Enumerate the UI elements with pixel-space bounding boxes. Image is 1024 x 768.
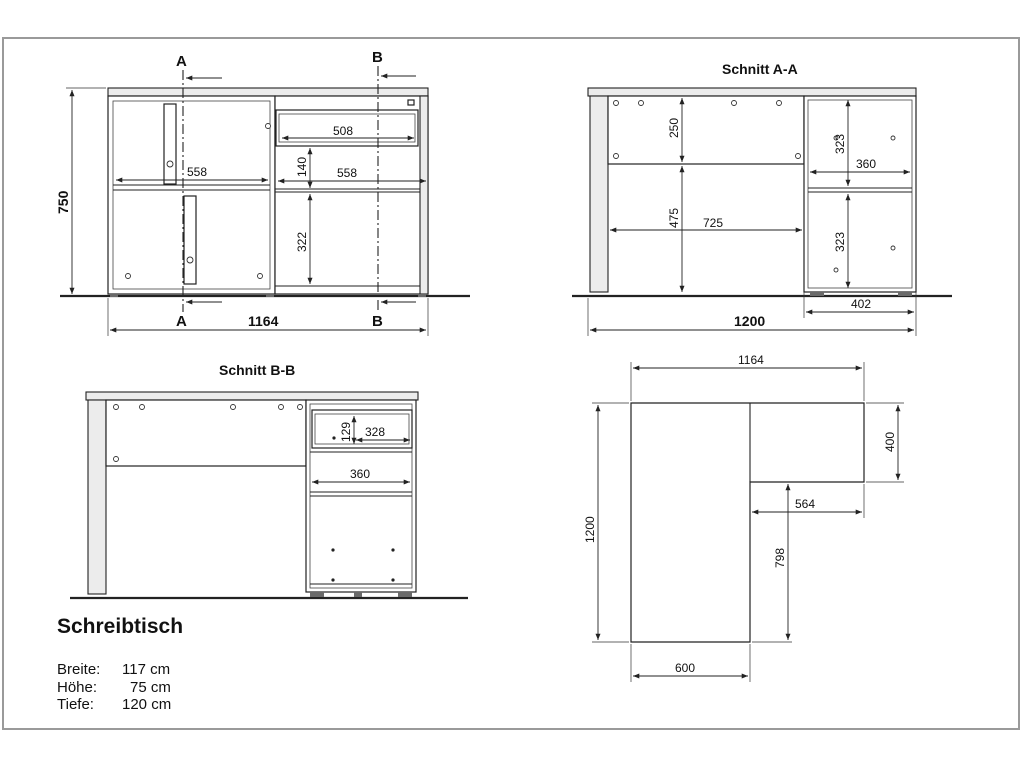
right-end-panel xyxy=(420,96,428,294)
left-shelf-width-value: 558 xyxy=(187,165,208,179)
section-bb-shelf-width-value: 360 xyxy=(350,467,371,481)
binder-upper-ring xyxy=(167,161,173,167)
section-bb-top-board xyxy=(86,392,418,400)
section-bb-foot-1 xyxy=(310,592,324,597)
left-cabinet-screw-3 xyxy=(266,124,271,129)
section-aa-hole-2 xyxy=(639,101,644,106)
spec-depth-label: Tiefe: xyxy=(57,696,94,713)
section-bb-cabinet-pin-4 xyxy=(391,578,394,581)
section-aa-cabinet-pin-3 xyxy=(834,268,838,272)
section-aa-cabinet-pin-2 xyxy=(891,136,895,140)
section-aa-cabinet xyxy=(804,96,916,292)
height-dimension-value: 750 xyxy=(55,190,71,214)
section-b-label-bottom: B xyxy=(372,313,383,330)
top-view-desk-width-value: 600 xyxy=(675,661,696,675)
section-bb-view xyxy=(70,362,468,598)
section-bb-drawer-pin xyxy=(332,436,335,439)
section-aa-upper-height-value: 250 xyxy=(667,117,681,138)
section-aa-base-width-value: 402 xyxy=(851,297,872,311)
section-aa-compartment-width-value: 360 xyxy=(856,157,877,171)
lower-opening-value: 322 xyxy=(295,231,309,252)
binder-upper xyxy=(164,104,176,184)
section-aa-lower-height-value: 475 xyxy=(667,207,681,228)
section-bb-hole-1 xyxy=(114,405,119,410)
section-aa-foot-2 xyxy=(898,292,912,296)
drawer-handle xyxy=(408,100,414,105)
section-bb-title: Schnitt B-B xyxy=(219,362,296,378)
front-view xyxy=(55,49,470,336)
section-bb-leg-panel xyxy=(88,400,106,594)
top-view-desk-outline xyxy=(631,403,864,642)
spec-width-value: 117 cm xyxy=(122,661,171,678)
section-aa-cabinet-pin-4 xyxy=(891,246,895,250)
top-view-depth-value: 1200 xyxy=(583,516,597,543)
foot-2 xyxy=(266,294,274,297)
section-bb-hole-4 xyxy=(279,405,284,410)
section-aa-hole-4 xyxy=(777,101,782,106)
section-bb-cabinet-pin-3 xyxy=(331,578,334,581)
section-bb-hole-2 xyxy=(140,405,145,410)
section-aa-hole-6 xyxy=(796,154,801,159)
section-b-label-top: B xyxy=(372,49,383,66)
width-dimension-value: 1164 xyxy=(248,313,279,329)
section-bb-back-panel xyxy=(106,400,306,466)
section-aa-hole-3 xyxy=(732,101,737,106)
section-aa-inner-width-value: 725 xyxy=(703,216,724,230)
spec-depth-value: 120 cm xyxy=(122,696,172,713)
section-bb-hole-3 xyxy=(231,405,236,410)
section-bb-foot-3 xyxy=(398,592,412,597)
product-info xyxy=(57,615,183,713)
section-a-label-top: A xyxy=(176,53,187,70)
drawer-gap-value: 140 xyxy=(295,156,309,177)
left-cabinet-screw-1 xyxy=(126,274,131,279)
section-bb-cabinet-pin-2 xyxy=(391,548,394,551)
spec-height-label: Höhe: xyxy=(57,679,98,696)
section-aa-hole-1 xyxy=(614,101,619,106)
section-bb-hole-6 xyxy=(114,457,119,462)
drawer-width-value: 508 xyxy=(333,124,354,138)
top-view-wing-length-value: 564 xyxy=(795,497,816,511)
section-aa-view xyxy=(572,61,952,336)
left-cabinet-screw-2 xyxy=(258,274,263,279)
section-bb-hole-5 xyxy=(298,405,303,410)
foot-3 xyxy=(418,294,426,297)
section-aa-title: Schnitt A-A xyxy=(722,61,798,77)
binder-lower-ring xyxy=(187,257,193,263)
section-a-label-bottom: A xyxy=(176,313,187,330)
binder-lower xyxy=(184,196,196,284)
section-bb-drawer-height-value: 129 xyxy=(339,421,353,442)
section-aa-bottom-compartment-value: 323 xyxy=(833,231,847,252)
spec-width-label: Breite: xyxy=(57,661,101,678)
section-aa-top-board xyxy=(588,88,916,96)
right-shelf-width-value: 558 xyxy=(337,166,358,180)
top-view-width-value: 1164 xyxy=(738,353,764,367)
section-aa-top-compartment-value: 323 xyxy=(833,133,847,154)
section-bb-foot-2 xyxy=(354,592,362,597)
section-aa-back-panel xyxy=(608,96,804,164)
top-view xyxy=(583,353,904,682)
desk-top-board xyxy=(108,88,428,96)
spec-height-value: 75 cm xyxy=(130,679,171,696)
section-aa-total-width-value: 1200 xyxy=(734,313,766,329)
section-bb-drawer xyxy=(312,410,412,448)
section-bb-cabinet-pin-1 xyxy=(331,548,334,551)
top-view-wing-depth-value: 400 xyxy=(883,431,897,452)
section-aa-hole-5 xyxy=(614,154,619,159)
section-aa-leg-panel xyxy=(590,96,608,292)
section-aa-foot-1 xyxy=(810,292,824,296)
foot-1 xyxy=(110,294,118,297)
top-view-inner-depth-value: 798 xyxy=(773,547,787,568)
product-name: Schreibtisch xyxy=(57,615,184,638)
section-bb-drawer-width-value: 328 xyxy=(365,425,386,439)
